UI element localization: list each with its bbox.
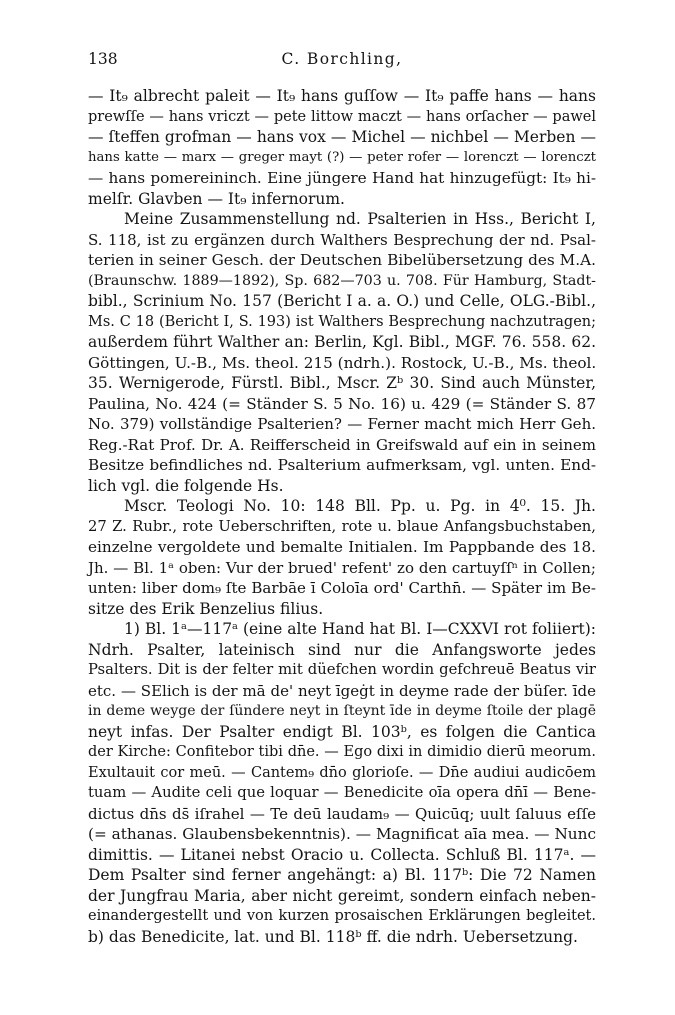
text-line: prewſſe — hans vriczt — pete littow maczt — hans orſacher — pawel	[88, 108, 596, 125]
paragraph-start-line: Meine Zusammenstellung nd. Psalterien in Hss., Bericht I,	[124, 210, 596, 228]
text-line: Jh. — Bl. 1ᵃ oben: Vur der brued' refent' zo den cartuyſſⁿ in Collen;	[88, 558, 596, 577]
body-text	[88, 86, 596, 947]
text-line: Exultauit cor meū. — Cantem₉ dn̄o glorioſe. — Dn̄e audiui audicōem	[88, 764, 596, 781]
text-line: dictus dn̄s ds̄ iſrahel — Te deū laudam₉ — Quicūq; uult ſaluus eſſe	[88, 804, 596, 823]
text-line: — It₉ albrecht paleit — It₉ hans guſſow — It₉ paffe hans — hans	[88, 87, 596, 105]
text-line: — ſteffen grofman — hans vox — Michel — nichbel — Merben —	[88, 128, 596, 146]
text-line: Psalters. Dit is der felter mit düefchen wordin gefchreuē Beatus vir	[88, 661, 596, 678]
text-line: lich vgl. die folgende Hs.	[88, 476, 284, 495]
text-line: Göttingen, U.-B., Ms. theol. 215 (ndrh.). Rostock, U.-B., Ms. theol.	[88, 353, 597, 372]
text-line: Reg.-Rat Prof. Dr. A. Reifferscheid in Greifswald auf ein in seinem	[88, 435, 596, 454]
text-line: tuam — Audite celi que loquar — Benedicite oīa opera dn̄ī — Bene-	[88, 784, 596, 801]
page-number: 138	[88, 50, 118, 68]
text-line: sitze des Erik Benzelius filius.	[88, 599, 324, 618]
running-title: C. Borchling,	[281, 50, 403, 68]
text-line: Ndrh. Psalter, lateinisch sind nur die Anfangsworte jedes	[88, 640, 596, 659]
text-line: (= athanas. Glaubensbekenntnis). — Magnificat aīa mea. — Nunc	[88, 825, 596, 843]
text-line: bibl., Scrinium No. 157 (Bericht I a. a. O.) und Celle, OLG.-Bibl.,	[88, 292, 596, 310]
text-line: einzelne vergoldete und bemalte Initialen. Im Pappbande des 18.	[88, 538, 596, 556]
text-line: S. 118, ist zu ergänzen durch Walthers Besprechung der nd. Psal-	[88, 230, 596, 249]
text-line: Besitze befindliches nd. Psalterium aufmerksam, vgl. unten. End-	[88, 456, 596, 474]
text-line: b) das Benedicite, lat. und Bl. 118ᵇ ff. die ndrh. Uebersetzung.	[88, 927, 578, 946]
text-line: in deme weyge der ſündere neyt in ſteynt īde in deyme ſtoile der plagē	[88, 703, 596, 719]
text-line: Dem Psalter sind ferner angehängt: a) Bl. 117ᵇ: Die 72 Namen	[88, 866, 596, 884]
text-line: dimittis. — Litanei nebst Oracio u. Collecta. Schluß Bl. 117ᵃ. —	[88, 845, 596, 864]
text-line: außerdem führt Walther an: Berlin, Kgl. Bibl., MGF. 76. 558. 62.	[88, 333, 596, 351]
text-line: der Kirche: Confitebor tibi dn̄e. — Ego dixi in dimidio dierū meorum.	[88, 744, 596, 760]
text-line: einandergestellt und von kurzen prosaischen Erklärungen begleitet.	[88, 908, 596, 924]
text-line: 35. Wernigerode, Fürstl. Bibl., Mscr. Zᵇ 30. Sind auch Münster,	[88, 374, 596, 392]
page-header	[88, 50, 596, 74]
paragraph-start-line: 1) Bl. 1ᵃ—117ᵃ (eine alte Hand hat Bl. I—CXXVI rot foliiert):	[124, 620, 596, 638]
text-line: Paulina, No. 424 (= Ständer S. 5 No. 16) u. 429 (= Ständer S. 87	[88, 394, 596, 413]
text-line: Ms. C 18 (Bericht I, S. 193) ist Walthers Besprechung nachzutragen;	[88, 313, 596, 330]
text-line: 27 Z. Rubr., rote Ueberschriften, rote u. blaue Anfangsbuchstaben,	[88, 517, 596, 535]
text-line: etc. — SElich is der mā de' neyt īgeġt in deyme rade der büſer. īde	[88, 681, 596, 700]
text-line: der Jungfrau Maria, aber nicht gereimt, sondern einfach neben-	[88, 886, 596, 905]
text-line: terien in seiner Gesch. der Deutschen Bibelübersetzung des M.A.	[88, 251, 596, 269]
paragraph-start-line: Mscr. Teologi No. 10: 148 Bll. Pp. u. Pg. in 4⁰. 15. Jh.	[124, 497, 596, 515]
text-line: neyt infas. Der Psalter endigt Bl. 103ᵇ, es folgen die Cantica	[88, 722, 596, 741]
text-line: (Braunschw. 1889—1892), Sp. 682—703 u. 708. Für Hamburg, Stadt-	[88, 272, 596, 289]
text-line: No. 379) vollständige Psalterien? — Ferner macht mich Herr Geh.	[88, 415, 596, 433]
text-line: melſr. Glavben — It₉ infernorum.	[88, 189, 345, 208]
text-line: — hans pomereininch. Eine jüngere Hand hat hinzugefügt: It₉ hi-	[88, 169, 596, 187]
text-line: unten: liber dom₉ ſte Barbāe ī Coloīa ord' Carthn̄. — Später im Be-	[88, 579, 596, 597]
text-line: hans katte — marx — greger mayt (?) — peter rofer — lorenczt — lorenczt	[88, 149, 596, 165]
